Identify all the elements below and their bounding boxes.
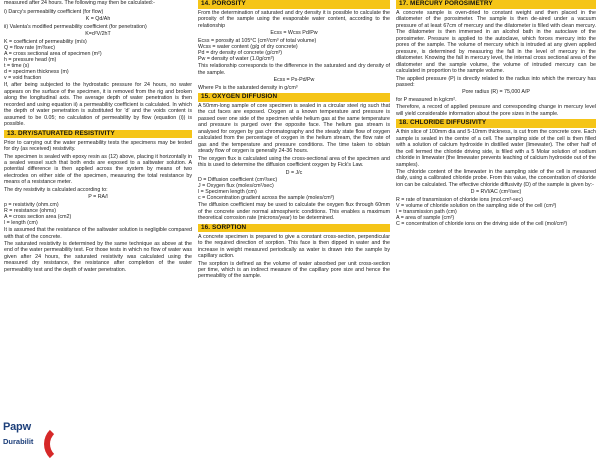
definition-line: Pd = dry density of concrete (g/cm³) <box>198 50 283 56</box>
s14-paragraph-3: Where Ps is the saturated density in g/cm³ <box>198 84 298 91</box>
column-middle <box>198 0 390 450</box>
definition-line: h = pressure head (m) <box>4 57 57 64</box>
s17-paragraph-4: Therefore, a record of applied pressure and corresponding change in mercury level will yield considerable information about the pore sizes in the sample. <box>396 104 596 117</box>
column-left <box>4 0 192 450</box>
definition-line: Q = flow rate (m³/sec) <box>4 44 56 51</box>
definition-line: V = volume of chloride solution on the sampling side of the cell (cm³) <box>396 202 557 209</box>
definition-line: R = resistance (ohms) <box>4 207 56 214</box>
s14-paragraph-1: From the determination of saturated and dry density it is possible to calculate the porosity of the sample using the evaporable water content, according to the relationship <box>198 10 390 29</box>
resistivity-formula: P = RA/l <box>88 194 108 201</box>
s18-paragraph-2: The chloride content of the limewater in the sampling side of the cell is measured daily, using a calibrated chloride probe. From this value, the concentration of chloride ion can be calculated. The effective chloride diffusivity (D) of the sample is given by:- <box>396 168 596 188</box>
definition-line: c = Concentration gradient across the sample (moles/cm³) <box>198 195 335 202</box>
logo-swoosh-icon <box>44 424 84 464</box>
definition-line: p = resistivity (ohm.cm) <box>4 201 59 208</box>
definition-line: d = specimen thickness (m) <box>4 69 69 76</box>
s16-paragraph-2: The sorption is defined as the volume of water absorbed per unit cross-section per time, which is an indirect measure of the capillary pore size and hence the permeability of the sample. <box>198 260 390 280</box>
resistivity-definitions <box>4 202 192 226</box>
s13-paragraph-2: The specimen is sealed with epoxy resin as (12) above, placing it horizontally in a sealed vessel such that both ends are exposed to a saltwater solution. A potential difference is then applied across the system by means of two electrodes on either side of the specimen, measuring the total resistance by means of a resistance meter. <box>4 153 192 186</box>
section-18-heading: 18. CHLORIDE DIFFUSIVITY <box>396 119 596 128</box>
s17-paragraph-1: A concrete sample is oven-dried to constant weight and then placed in the dilatometer of the porosimeter. The sample is then de-aired under a vacuum pressure of at least 67cm of mercury and the dilatometer is filled with clean mercury. The dilatometer is then immersed in an alcohol bath in the autoclave of the porosimeter. Pressure is applied to the autoclave, which forces mercury into the pores of the sample. The volume of mercury which is intruded at any given applied pressure, is determined by measuring the fall in the level of mercury in the dilatometer. Knowing the fall in mercury level, the internal cross sectional area of the dilatometer and the sample volume, the volume of intruded mercury can be calculated in proportion to the sample volume. <box>396 10 596 75</box>
logo-text-line-1: Papw <box>3 421 31 433</box>
s17-paragraph-3: for P measured in kg/cm². <box>396 96 457 103</box>
s17-paragraph-2: The applied pressure (P) is directly related to the radius into which the mercury has passed: <box>396 75 596 88</box>
darcy-formula: K = Qd/Ah <box>85 16 111 23</box>
s13-paragraph-1: Prior to carrying out the water permeability tests the specimens may be tested for dry (as received) resistivity. <box>4 139 192 153</box>
definition-line: Wcss = water content (g/g of dry concrete) <box>198 43 298 50</box>
definition-line: C = concentration of chloride ions on the driving side of the cell (mol/cm³) <box>396 221 568 228</box>
chloride-formula: D = RVl/AC (cm²/sec) <box>470 189 522 196</box>
chloride-definitions <box>396 197 596 227</box>
diffusion-formula: D = J/c <box>285 169 303 176</box>
after-defs-text: If, after being subjected to the hydrostatic pressure for 24 hours, no water appears on the surface of the specimen, it is removed from the rig and broken along the longitudinal axis. The average depth of water penetration is then recorded and using equation ii) a permeability coefficient is calculated. In which the depth of water penetration is substituted for 'd' and the voids content is assumed to be 0.05; no calculation of permeability by flow (equation (i)) is possible. <box>4 82 192 128</box>
definition-line: l = transmission path (cm) <box>396 208 457 215</box>
diffusion-definitions <box>198 177 390 201</box>
section-17-heading: 17. MERCURY POROSIMETRY <box>396 0 596 9</box>
definition-line: K = coefficient of permeability (m/s) <box>4 38 87 45</box>
definition-line: l = Specimen length (cm) <box>198 189 257 196</box>
definition-line: R = rate of transmission of chloride ions (mol.cm³-sec) <box>396 196 524 203</box>
intro-text: measured after 24 hours. The following may then be calculated:- <box>4 0 155 6</box>
porosity-formula-1: Ecss = Wcss Pd/Pw <box>270 30 318 37</box>
definition-line: A = area of sample (cm²) <box>396 215 455 222</box>
section-13-heading: 13. DRY/SATURATED RESISTIVITY <box>4 130 192 139</box>
section-15-heading: 15. OXYGEN DIFFUSION <box>198 93 390 102</box>
definition-line: l = length (cm) <box>4 219 38 226</box>
definition-line: Pw = density of water (1.0g/cm³) <box>198 56 275 63</box>
definition-line: t = time (s) <box>4 63 30 70</box>
s15-paragraph-3: The diffusion coefficient may be used to calculate the oxygen flux through 60mm of the concrete under normal atmospheric conditions. This enables a maximum theoretical corrosion rate (microns/year) to be determined. <box>198 202 390 222</box>
section-16-heading: 16. SORPTION <box>198 224 390 233</box>
s16-paragraph-1: A concrete specimen is prepared to give a constant cross-section, perpendicular to the required direction of sorption. This face is then dipped in water and the increase in weight measured periodically as water is drawn into the sample by capillary action. <box>198 233 390 260</box>
permeability-definitions <box>4 39 192 82</box>
section-14-heading: 14. POROSITY <box>198 0 390 9</box>
definition-line: Ecss = porosity at 105°C (cm³/cm³ of total volume) <box>198 37 317 44</box>
s15-paragraph-2: The oxygen flux is calculated using the cross-sectional area of the specimen and this is used to determine the diffusion coefficient oxygen by Fick's Law. <box>198 155 390 169</box>
s13-paragraph-4: It is assumed that the resistance of the saltwater solution is negligible compared with that of the concrete. <box>4 227 192 240</box>
definition-line: A = cross section area (cm2) <box>4 213 72 220</box>
porosity-formula-2: Ecss = Ps-Pd/Pw <box>273 77 315 84</box>
s14-paragraph-2: This relationship corresponds to the difference in the saturated and dry density of the sample. <box>198 63 390 76</box>
company-logo <box>0 414 60 450</box>
valenta-formula: K=d²V/2hT <box>85 31 111 38</box>
s13-paragraph-5: The saturated resistivity is determined by the same technique as above at the end of the water permeability test. For those tests in which no flow of water was given after 24 hours, the saturated resistivity was calculated using the measured dry resistance, the resistance after completion of the water permeability test and the depth of water penetration. <box>4 240 192 273</box>
definition-line: J = Oxygen flux (moles/cm²/sec) <box>198 183 274 190</box>
logo-text-line-2: Durabilit <box>3 437 34 446</box>
s13-paragraph-3: The dry resistivity is calculated according to: <box>4 186 108 193</box>
porosity-definitions <box>198 38 390 62</box>
s18-paragraph-1: A thin slice of 100mm dia and 5-10mm thickness, is cut from the concrete core. Each sample is sealed in the centre of a cell. The sampling side of the cell is then filled with a solution of calcium hydroxide in distilled water (limewater). The other half of the cell termed the chloride driving side, is filled with a 5 Molar solution of sodium chloride in limewater (the limewater prevents leaching of calcium hydroxide out of the samples). <box>396 129 596 168</box>
definition-line: A = cross sectional area of specimen (m²) <box>4 50 102 57</box>
darcy-label: i) Darcy's permeability coefficient (for flow) <box>4 8 104 15</box>
definition-line: D = Diffusion coefficient (cm²/sec) <box>198 176 278 183</box>
s15-paragraph-1: A 50mm-long sample of core specimen is sealed in a circular steel rig such that the cut faces are exposed. Oxygen at a known temperature and pressure is passed over one side of the specimen while helium gas at the same temperature and pressure is purged over the opposite face. The helium gas stream is analysed for oxygen by gas chromatography and the steady state flow of oxygen calculated from the percentage of oxygen in the helium stream, the flow rate of gas and the temperature and pressure conditions. The time taken to obtain steady flow of oxygen is generally 24-36 hours. <box>198 103 390 155</box>
definition-line: v = void fraction <box>4 75 42 82</box>
column-right <box>396 0 596 450</box>
pore-radius-formula: Pore radius (R) = 75,000 A/P <box>462 89 530 96</box>
valenta-label: ii) Valenta's modified permeability coefficient (for penetration) <box>4 23 147 30</box>
